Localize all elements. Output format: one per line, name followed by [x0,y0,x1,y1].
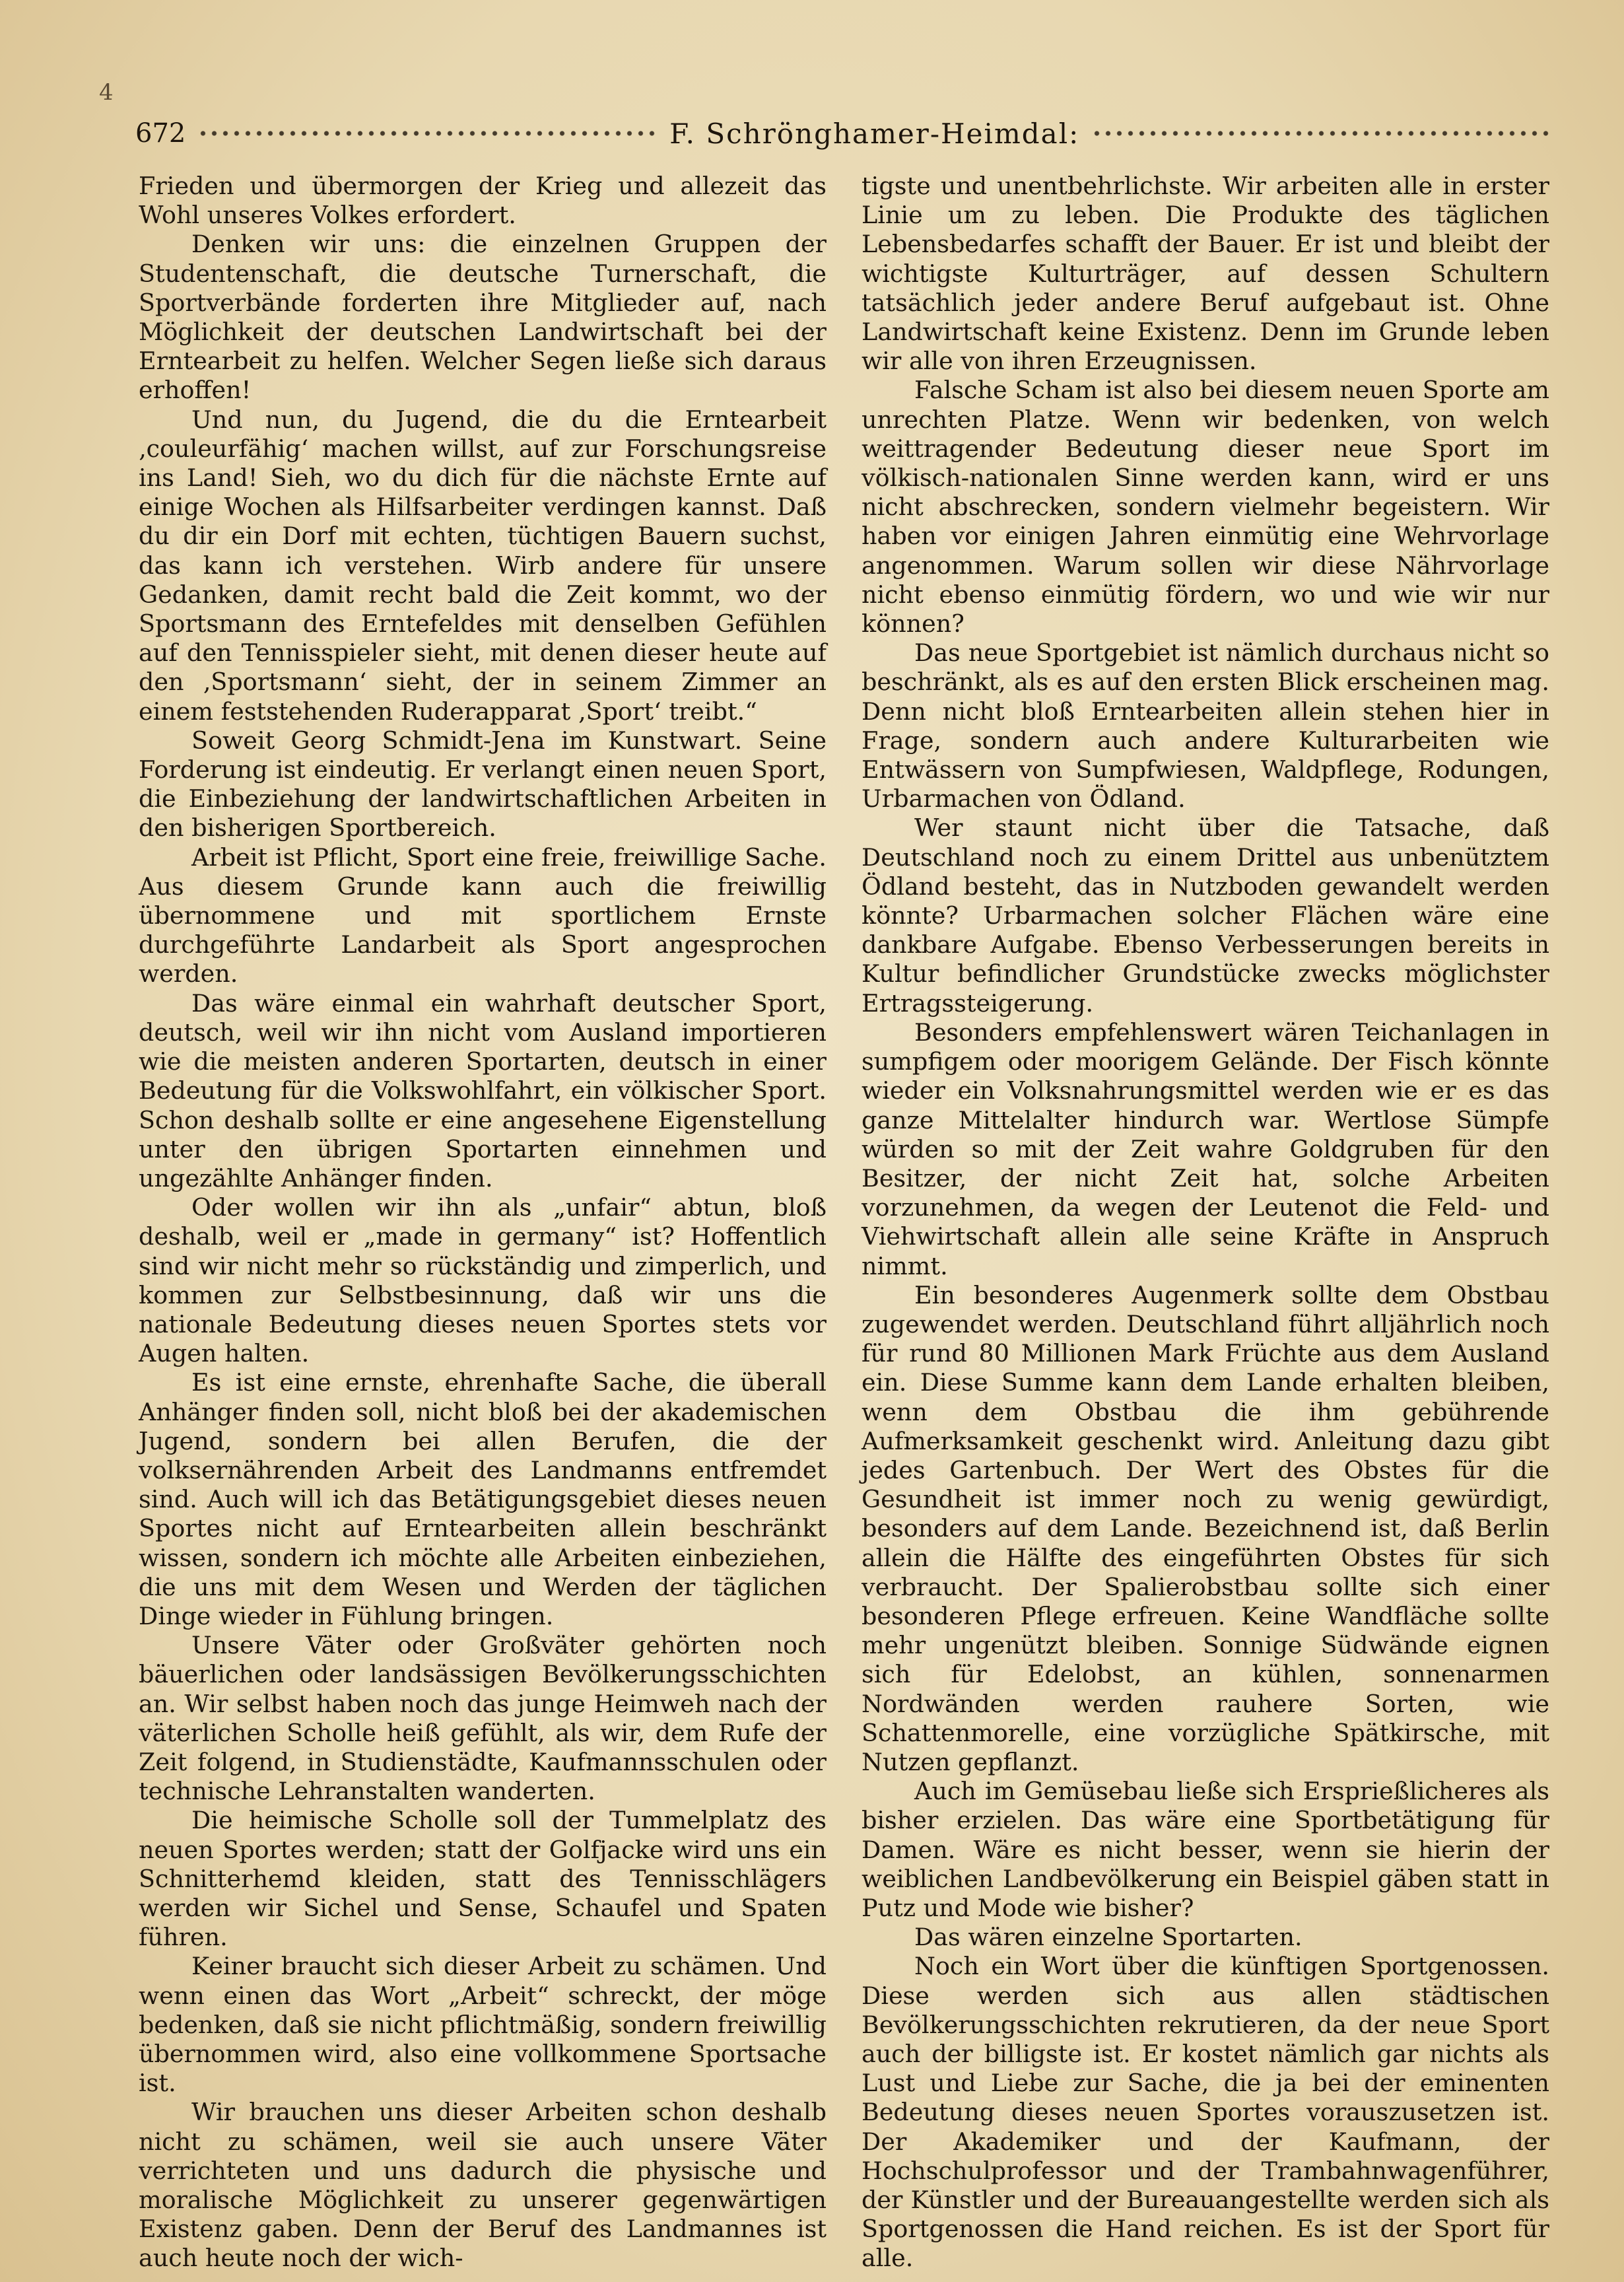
paragraph: Soweit Georg Schmidt-Jena im Kunstwart. Seine Forderung ist eindeutig. Er verlangt einen neuen Sport, die Einbeziehung der landwirtschaftlichen Arbeiten in den bisherigen Sportbereich. [139,726,827,843]
paragraph: Es ist eine ernste, ehrenhafte Sache, die überall Anhänger finden soll, nicht bloß bei der akademischen Jugend, sondern bei allen Berufen, die der volksernährenden Arbeit des Landmanns entfremdet sind. Auch will ich das Betätigungsgebiet dieses neuen Sportes nicht auf Erntearbeiten allein beschränkt wissen, sondern ich möchte alle Arbeiten einbeziehen, die uns mit dem Wesen und Werden der täglichen Dinge wieder in Fühlung bringen. [139,1368,827,1630]
paragraph: Frieden und übermorgen der Krieg und allezeit das Wohl unseres Volkes erfordert. [139,172,827,230]
header-ornament-right [1091,128,1551,139]
page-header [135,114,1551,153]
paragraph: Oder wollen wir ihn als „unfair“ abtun, bloß deshalb, weil er „made in germany“ ist? Hoffentlich sind wir nicht mehr so rückständig und zimperlich, und kommen zur Selbstbesinnung, daß wir uns die nationale Bedeutung dieses neuen Sportes stets vor Augen halten. [139,1193,827,1368]
paragraph: Keiner braucht sich dieser Arbeit zu schämen. Und wenn einen das Wort „Arbeit“ schreckt, der möge bedenken, daß sie nicht pflichtmäßig, sondern freiwillig übernommen wird, also eine vollkommene Sportsache ist. [139,1952,827,2098]
paragraph: Unsere Väter oder Großväter gehörten noch bäuerlichen oder landsässigen Bevölkerungsschichten an. Wir selbst haben noch das junge Heimweh nach der väterlichen Scholle heiß gefühlt, als wir, dem Rufe der Zeit folgend, in Studienstädte, Kaufmannsschulen oder technische Lehranstalten wanderten. [139,1631,827,1806]
right-column [862,172,1549,2273]
left-column [139,172,827,2273]
paragraph: Die heimische Scholle soll der Tummelplatz des neuen Sportes werden; statt der Golfjacke wird uns ein Schnitterhemd kleiden, statt des Tennisschlägers werden wir Sichel und Sense, Schaufel und Spaten führen. [139,1806,827,1952]
header-ornament-left [197,128,658,139]
paragraph: tigste und unentbehrlichste. Wir arbeiten alle in erster Linie um zu leben. Die Produkte des täglichen Lebensbedarfes schafft der Bauer. Er ist und bleibt der wichtigste Kulturträger, auf dessen Schultern tatsächlich jeder andere Beruf aufgebaut ist. Ohne Landwirtschaft keine Existenz. Denn im Grunde leben wir alle von ihren Erzeugnissen. [862,172,1549,376]
paragraph: Arbeit ist Pflicht, Sport eine freie, freiwillige Sache. Aus diesem Grunde kann auch die freiwillig übernommene und mit sportlichem Ernste durchgeführte Landarbeit als Sport angesprochen werden. [139,843,827,988]
paragraph: Das neue Sportgebiet ist nämlich durchaus nicht so beschränkt, als es auf den ersten Blick erscheinen mag. Denn nicht bloß Erntearbeiten allein stehen hier in Frage, sondern auch andere Kulturarbeiten wie Entwässern von Sumpfwiesen, Waldpflege, Rodungen, Urbarmachen von Ödland. [862,639,1549,813]
paragraph: Und nun, du Jugend, die du die Erntearbeit ‚couleurfähig‘ machen willst, auf zur Forschungsreise ins Land! Sieh, wo du dich für die nächste Ernte auf einige Wochen als Hilfsarbeiter verdingen kannst. Daß du dir ein Dorf mit echten, tüchtigen Bauern suchst, das kann ich verstehen. Wirb andere für unsere Gedanken, damit recht bald die Zeit kommt, wo der Sportsmann des Erntefeldes mit denselben Gefühlen auf den Tennisspieler sieht, mit denen dieser heute auf den ‚Sportsmann‘ sieht, der in seinem Zimmer an einem feststehenden Ruderapparat ‚Sport‘ treibt.“ [139,405,827,726]
paragraph: Das wäre einmal ein wahrhaft deutscher Sport, deutsch, weil wir ihn nicht vom Ausland importieren wie die meisten anderen Sportarten, deutsch in einer Bedeutung für die Volkswohlfahrt, ein völkischer Sport. Schon deshalb sollte er eine angesehene Eigenstellung unter den übrigen Sportarten einnehmen und ungezählte Anhänger finden. [139,988,827,1193]
paragraph: Falsche Scham ist also bei diesem neuen Sporte am unrechten Platze. Wenn wir bedenken, von welch weittragender Bedeutung dieser neue Sport im völkisch-nationalen Sinne werden kann, wird er uns nicht abschrecken, sondern vielmehr begeistern. Wir haben vor einigen Jahren einmütig eine Wehrvorlage angenommen. Warum sollen wir diese Nährvorlage nicht ebenso einmütig fördern, wo und wie wir nur können? [862,376,1549,639]
paragraph: Besonders empfehlenswert wären Teichanlagen in sumpfigem oder moorigem Gelände. Der Fisch könnte wieder ein Volksnahrungsmittel werden wie er es das ganze Mittelalter hindurch war. Wertlose Sümpfe würden so mit der Zeit wahre Goldgruben für den Besitzer, der nicht Zeit hat, solche Arbeiten vorzunehmen, da wegen der Leutenot die Feld- und Viehwirtschaft allein alle seine Kräfte in Anspruch nimmt. [862,1018,1549,1280]
running-head: F. Schrönghamer-Heimdal: [669,117,1080,150]
paragraph: Auch im Gemüsebau ließe sich Ersprießlicheres als bisher erzielen. Das wäre eine Sportbetätigung für Damen. Wäre es nicht besser, wenn sie hierin der weiblichen Landbevölkerung ein Beispiel gäben statt in Putz und Mode wie bisher? [862,1777,1549,1922]
margin-pencil-mark: 4 [99,79,114,106]
paragraph: Wir brauchen uns dieser Arbeiten schon deshalb nicht zu schämen, weil sie auch unsere Väter verrichteten und uns dadurch die physische und moralische Möglichkeit zu unserer gegenwärtigen Existenz gaben. Denn der Beruf des Landmannes ist auch heute noch der wich- [139,2098,827,2273]
paragraph: Ein besonderes Augenmerk sollte dem Obstbau zugewendet werden. Deutschland führt alljährlich noch für rund 80 Millionen Mark Früchte aus dem Ausland ein. Diese Summe kann dem Lande erhalten bleiben, wenn dem Obstbau die ihm gebührende Aufmerksamkeit geschenkt wird. Anleitung dazu gibt jedes Gartenbuch. Der Wert des Obstes für die Gesundheit ist immer noch zu wenig gewürdigt, besonders auf dem Lande. Bezeichnend ist, daß Berlin allein die Hälfte des eingeführten Obstes für sich verbraucht. Der Spalierobstbau sollte sich einer besonderen Pflege erfreuen. Keine Wandfläche sollte mehr ungenützt bleiben. Sonnige Südwände eignen sich für Edelobst, an kühlen, sonnenarmen Nordwänden werden rauhere Sorten, wie Schattenmorelle, eine vorzügliche Spätkirsche, mit Nutzen gepflanzt. [862,1280,1549,1776]
paragraph: Wer staunt nicht über die Tatsache, daß Deutschland noch zu einem Drittel aus unbenütztem Ödland besteht, das in Nutzboden gewandelt werden könnte? Urbarmachen solcher Flächen wäre eine dankbare Aufgabe. Ebenso Verbesserungen bereits in Kultur befindlicher Grundstücke zwecks möglichster Ertragssteigerung. [862,813,1549,1018]
paragraph: Das wären einzelne Sportarten. [914,1923,1303,1952]
paragraph: Noch ein Wort über die künftigen Sportgenossen. Diese werden sich aus allen städtischen Bevölkerungsschichten rekrutieren, da der neue Sport auch der billigste ist. Er kostet nämlich gar nichts als Lust und Liebe zur Sache, die ja bei der eminenten Bedeutung dieses neuen Sportes vorauszusetzen ist. Der Akademiker und der Kaufmann, der Hochschulprofessor und der Trambahnwagenführer, der Künstler und der Bureauangestellte werden sich als Sportgenossen die Hand reichen. Es ist der Sport für alle. [862,1952,1549,2273]
paragraph: Denken wir uns: die einzelnen Gruppen der Studentenschaft, die deutsche Turnerschaft, die Sportverbände forderten ihre Mitglieder auf, nach Möglichkeit der deutschen Landwirtschaft bei der Erntearbeit zu helfen. Welcher Segen ließe sich daraus erhoffen! [139,230,827,405]
page-number: 672 [135,118,186,149]
